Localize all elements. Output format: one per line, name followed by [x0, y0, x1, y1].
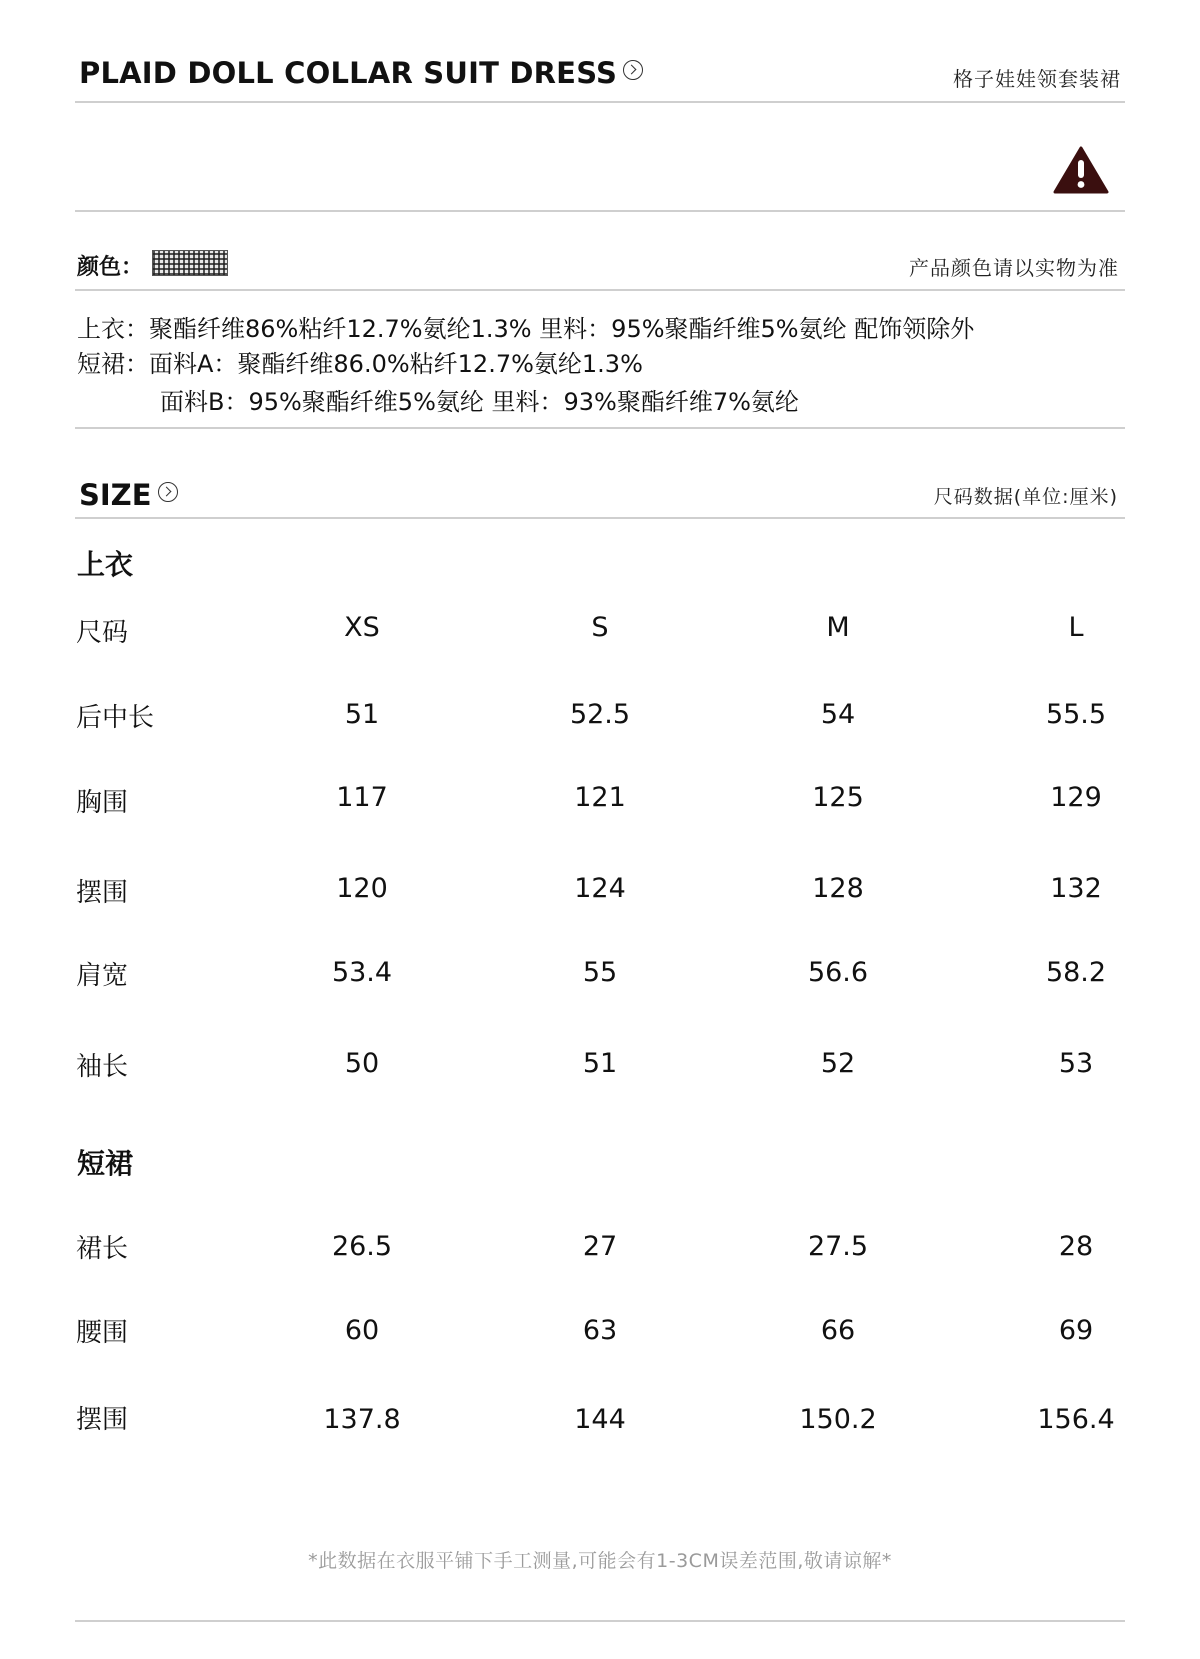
size-header-label: 尺码	[76, 618, 129, 648]
row-label: 肩宽	[76, 961, 129, 991]
table-cell: 150.2	[799, 1404, 877, 1435]
product-title-text: PLAID DOLL COLLAR SUIT DRESS	[79, 56, 618, 90]
table-cell: 60	[344, 1315, 380, 1346]
size-unit-note: 尺码数据(单位:厘米)	[933, 486, 1118, 508]
row-label: 摆围	[76, 878, 129, 908]
table-cell: 128	[812, 873, 864, 904]
table-cell: 132	[1050, 873, 1102, 904]
row-label: 腰围	[76, 1318, 129, 1348]
size-header-xs: XS	[344, 612, 380, 643]
material-line-skirt-b: 面料B：95%聚酯纤维5%氨纶 里料：93%聚酯纤维7%氨纶	[160, 388, 799, 416]
color-label: 颜色：	[77, 255, 144, 280]
divider	[75, 517, 1125, 519]
row-label: 胸围	[76, 788, 129, 818]
product-title-cn: 格子娃娃领套装裙	[953, 67, 1121, 91]
row-label: 摆围	[76, 1405, 129, 1435]
divider	[75, 1620, 1125, 1622]
size-header-l: L	[1068, 612, 1084, 643]
table-cell: 129	[1050, 782, 1102, 813]
table-cell: 121	[574, 782, 626, 813]
product-title	[79, 56, 643, 90]
table-cell: 27.5	[807, 1231, 869, 1262]
table-cell: 156.4	[1037, 1404, 1115, 1435]
size-title	[79, 478, 178, 512]
size-header-s: S	[591, 612, 609, 643]
row-label: 后中长	[76, 703, 155, 733]
divider	[75, 210, 1125, 212]
size-title-text: SIZE	[79, 478, 152, 512]
divider	[75, 101, 1125, 103]
table-cell: 55.5	[1045, 699, 1107, 730]
table-cell: 63	[582, 1315, 618, 1346]
divider	[75, 427, 1125, 429]
table-cell: 53	[1058, 1048, 1094, 1079]
circle-arrow-right-icon	[158, 482, 178, 502]
table-cell: 54	[820, 699, 856, 730]
table-cell: 52.5	[569, 699, 631, 730]
row-label: 裙长	[76, 1234, 129, 1264]
table-cell: 56.6	[807, 957, 869, 988]
table-cell: 55	[582, 957, 618, 988]
table-cell: 117	[336, 782, 388, 813]
table-cell: 28	[1058, 1231, 1094, 1262]
table-cell: 52	[820, 1048, 856, 1079]
table-cell: 26.5	[331, 1231, 393, 1262]
section-title-skirt: 短裙	[77, 1147, 134, 1180]
table-cell: 125	[812, 782, 864, 813]
row-label: 袖长	[76, 1052, 129, 1082]
table-cell: 66	[820, 1315, 856, 1346]
table-cell: 58.2	[1045, 957, 1107, 988]
material-line-skirt: 短裙：面料A：聚酯纤维86.0%粘纤12.7%氨纶1.3%	[77, 350, 643, 378]
warning-triangle-icon	[1053, 146, 1109, 194]
material-line-top: 上衣：聚酯纤维86%粘纤12.7%氨纶1.3% 里料：95%聚酯纤维5%氨纶 配饰领除外	[77, 315, 975, 343]
table-cell: 137.8	[323, 1404, 401, 1435]
table-cell: 69	[1058, 1315, 1094, 1346]
table-cell: 120	[336, 873, 388, 904]
circle-arrow-right-icon	[623, 60, 643, 80]
table-cell: 51	[582, 1048, 618, 1079]
table-cell: 27	[582, 1231, 618, 1262]
plaid-swatch	[152, 250, 228, 276]
divider	[75, 289, 1125, 291]
table-cell: 144	[574, 1404, 626, 1435]
section-title-top: 上衣	[77, 548, 134, 581]
color-note: 产品颜色请以实物为准	[909, 256, 1119, 280]
table-cell: 124	[574, 873, 626, 904]
table-cell: 50	[344, 1048, 380, 1079]
measurement-disclaimer: *此数据在衣服平铺下手工测量,可能会有1-3CM误差范围,敬请谅解*	[308, 1550, 892, 1572]
size-header-m: M	[826, 612, 850, 643]
table-cell: 51	[344, 699, 380, 730]
table-cell: 53.4	[331, 957, 393, 988]
